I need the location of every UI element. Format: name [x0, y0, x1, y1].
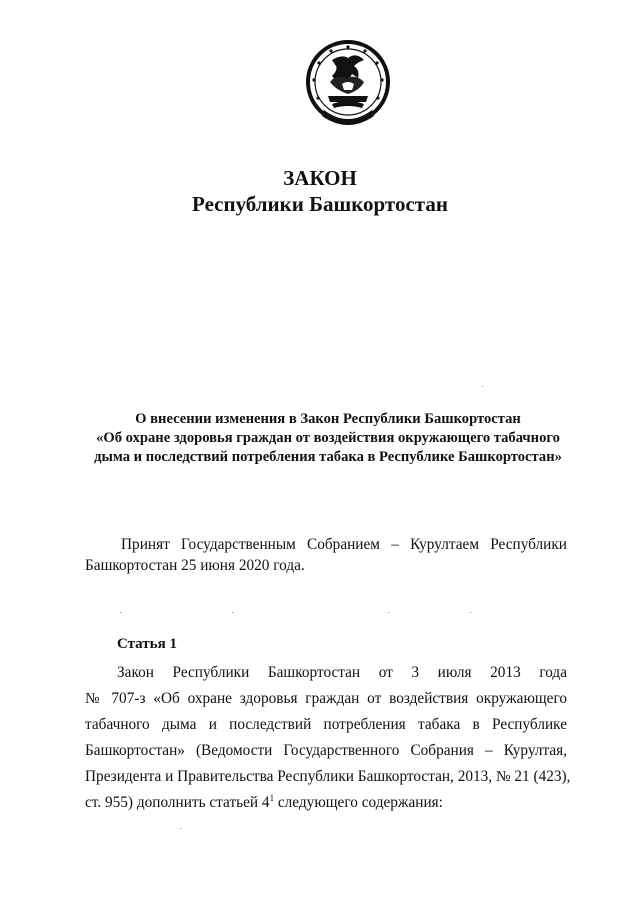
scan-speck	[388, 612, 389, 613]
article-body	[85, 660, 571, 816]
article-line-text: ст. 955) дополнить статьей 4	[85, 794, 270, 811]
law-subtitle: Республики Башкортостан	[192, 192, 448, 216]
bashkortostan-coat-of-arms-icon	[302, 38, 394, 134]
article-line: Башкортостан» (Ведомости Государственного Собрания – Курултая,	[85, 742, 567, 759]
article-heading: Статья 1	[117, 636, 177, 652]
scan-speck	[232, 612, 233, 613]
scan-speck	[120, 612, 121, 613]
adoption-line: Башкортостан 25 июня 2020 года.	[85, 557, 305, 574]
law-subject	[74, 410, 582, 467]
article-line: № 707-з «Об охране здоровья граждан от воздействия окружающего	[85, 690, 567, 707]
article-line: Закон Республики Башкортостан от 3 июля 2013 года	[117, 664, 567, 681]
adoption-note	[85, 534, 567, 576]
article-line: табачного дыма и последствий потребления табака в Республике	[85, 716, 567, 733]
subject-line: дыма и последствий потребления табака в Республике Башкортостан»	[94, 449, 562, 465]
article-line-last	[85, 790, 567, 816]
article-line-tail: следующего содержания:	[274, 794, 443, 811]
scan-speck	[470, 612, 471, 613]
article-superscript: 1	[269, 792, 275, 803]
law-title: ЗАКОН	[283, 166, 357, 190]
subject-line: «Об охране здоровья граждан от воздействия окружающего табачного	[96, 430, 560, 446]
subject-line: О внесении изменения в Закон Республики Башкортостан	[135, 411, 521, 427]
article-line: Президента и Правительства Республики Башкортостан, 2013, № 21 (423),	[85, 768, 571, 785]
scan-speck	[180, 828, 181, 829]
scan-speck	[482, 386, 483, 387]
adoption-line: Принят Государственным Собранием – Курултаем Республики	[121, 536, 567, 553]
